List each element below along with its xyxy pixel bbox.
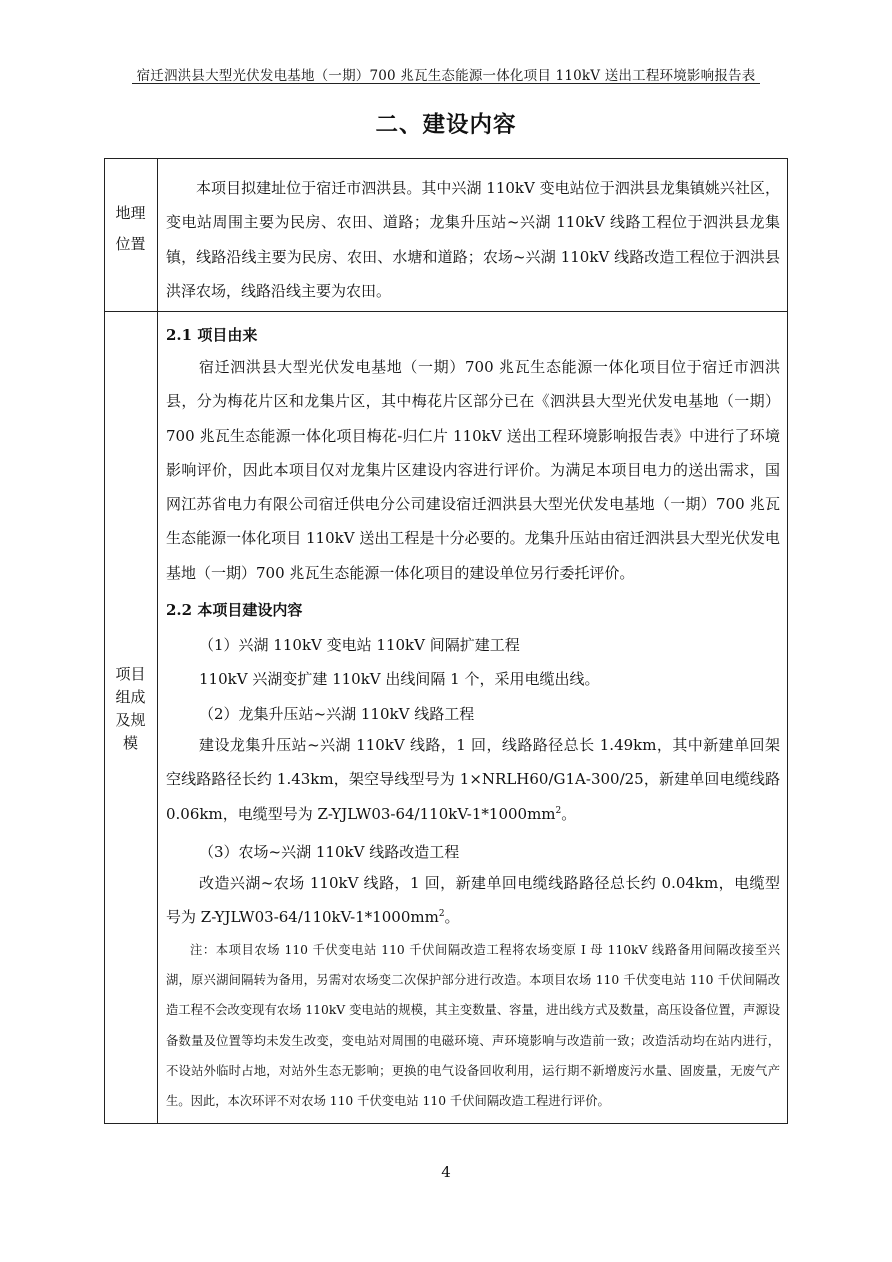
item-3-text (166, 866, 780, 935)
item-2-heading: （2）龙集升压站~兴湖 110kV 线路工程 (199, 705, 475, 723)
heading-2-1: 2.1 项目由来 (166, 326, 258, 344)
item-2-body: 建设龙集升压站~兴湖 110kV 线路，1 回，线路路径总长 1.49km，其中新建单回架空线路路径长约 1.43km，架空导线型号为 1×NRLH60/G1A-300/25，新建单回电缆线路 0.06km，电缆型号为 Z-YJLW03-64/110kV-1*1000mm (166, 736, 780, 823)
item-1-text: 110kV 兴湖变扩建 110kV 出线间隔 1 个，采用电缆出线。 (199, 670, 600, 688)
header-rule (132, 83, 760, 84)
item-3-superscript: 2 (438, 909, 445, 920)
item-3-body: 改造兴湖~农场 110kV 线路，1 回，新建单回电缆线路路径总长约 0.04km，电缆型号为 Z-YJLW03-64/110kV-1*1000mm (166, 874, 780, 927)
composition-label-line2: 组成 (115, 688, 146, 706)
item-3-end: 。 (444, 908, 460, 927)
section-title: 二、建设内容 (375, 112, 517, 138)
composition-label-line3: 及规 (115, 711, 146, 729)
location-label (104, 202, 157, 256)
composition-label-line4: 模 (122, 734, 138, 752)
item-3-heading: （3）农场~兴湖 110kV 线路改造工程 (199, 843, 460, 861)
composition-label-line1: 项目 (115, 665, 146, 683)
location-text: 本项目拟建址位于宿迁市泗洪县。其中兴湖 110kV 变电站位于泗洪县龙集镇姚兴社区，变电站周围主要为民房、农田、道路；龙集升压站~兴湖 110kV 线路工程位于泗洪县龙集镇，线路沿线主要为民房、农田、水塘和道路；农场~兴湖 110kV 线路改造工程位于泗洪县洪泽农场，线路沿线主要为农田。 (166, 179, 780, 300)
item-1-heading: （1）兴湖 110kV 变电站 110kV 间隔扩建工程 (199, 636, 520, 654)
item-2-superscript: 2 (555, 805, 562, 816)
item-2-end: 。 (561, 804, 577, 823)
table-column-divider (157, 158, 158, 1124)
table-row-divider (104, 311, 788, 312)
background-paragraph: 宿迁泗洪县大型光伏发电基地（一期）700 兆瓦生态能源一体化项目位于宿迁市泗洪县，分为梅花片区和龙集片区，其中梅花片区部分已在《泗洪县大型光伏发电基地（一期）700 兆瓦生态能源一体化项目梅花-归仁片 110kV 送出工程环境影响报告表》中进行了环境影响评价，因此本项目仅对龙集片区建设内容进行评价。为满足本项目电力的送出需求，国网江苏省电力有限公司宿迁供电分公司建设宿迁泗洪县大型光伏发电基地（一期）700 兆瓦生态能源一体化项目 110kV 送出工程是十分必要的。龙集升压站由宿迁泗洪县大型光伏发电基地（一期）700 兆瓦生态能源一体化项目的建设单位另行委托评价。 (166, 358, 780, 582)
note-paragraph: 注：本项目农场 110 千伏变电站 110 千伏间隔改造工程将农场变原 I 母 110kV 线路备用间隔改接至兴湖，原兴湖间隔转为备用，另需对农场变二次保护部分进行改造。本项目农场 110 千伏变电站 110 千伏间隔改造工程不会改变现有农场 110kV 变电站的规模，其主变数量、容量，进出线方式及数量，高压设备位置，声源设备数量及位置等均未发生改变，变电站对周围的电磁环境、声环境影响与改造前一致；改造活动均在站内进行，不设站外临时占地，对站外生态无影响；更换的电气设备回收利用，运行期不新增废污水量、固废量，无废气产生。因此，本次环评不对农场 110 千伏变电站 110 千伏间隔改造工程进行评价。 (166, 943, 780, 1109)
composition-label (104, 663, 157, 755)
heading-2-2: 2.2 本项目建设内容 (166, 601, 303, 619)
item-2-text (166, 728, 780, 831)
location-label-line2: 位置 (115, 235, 146, 253)
page-number: 4 (441, 1163, 451, 1181)
running-header: 宿迁泗洪县大型光伏发电基地（一期）700 兆瓦生态能源一体化项目 110kV 送出工程环境影响报告表 (136, 68, 756, 84)
location-label-line1: 地理 (115, 204, 146, 222)
